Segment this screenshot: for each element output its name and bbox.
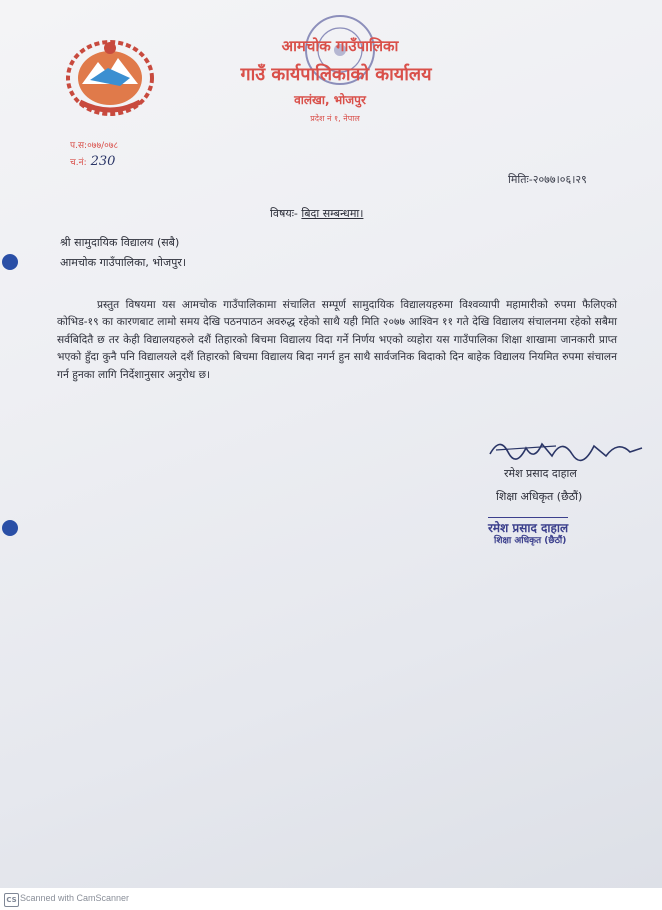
scanner-watermark-text: Scanned with CamScanner (20, 893, 130, 903)
recipient-line-1: श्री सामुदायिक विद्यालय (सबै) (60, 236, 180, 249)
letterhead-address: वालंखा, भोजपुर (294, 93, 366, 107)
letter-body-paragraph: प्रस्तुत विषयमा यस आमचोक गाउँपालिकामा संचालित सम्पूर्ण सामुदायिक विद्यालयहरुमा विश्वव्यापी महामारीको रुपमा फैलिएको कोभिड-१९ का कारणबाट लामो समय देखि पठनपाठन अवरुद्ध रहेको साथै यही मिति २०७७ आश्विन ११ गते देखि विद्यालय संचालनमा रहेको सबैमा सर्वबिदितै छ तर केही विद्यालयहरुले दशैं तिहारको बिचमा विद्यालय विदा गर्ने निर्णय भएको व्यहोरा यस गाउँपालिका शिक्षा शाखामा जानकारी प्राप्त भएको हुँदा कुनै पनि विद्यालयले दशैं तिहारको बिचमा विद्यालय बिदा नगर्न हुन साथै सार्वजनिक बिदाको दिन बाहेक विद्यालय नियमित रुपमा संचालन गर्न हुनका लागि निर्देशानुसार अनुरोध छ। (57, 299, 617, 381)
subject-text: बिदा सम्बन्धमा। (301, 207, 364, 220)
signatory-title: शिक्षा अधिकृत (छैठौं) (496, 490, 583, 503)
punch-hole-bottom (2, 520, 18, 536)
fiscal-year-reference: प.स:०७७/०७८ (70, 141, 119, 151)
punch-hole-top (2, 254, 18, 270)
letterhead-municipality-name: आमचोक गाउँपालिका (281, 37, 399, 55)
recipient-line-2: आमचोक गाउँपालिका, भोजपुर। (60, 256, 187, 269)
signatory-name: रमेश प्रसाद दाहाल (504, 467, 577, 480)
dispatch-number-label: च.नं: (70, 158, 87, 168)
letter-date: मितिः-२०७७।०६।२९ (508, 173, 587, 186)
dispatch-number-reference (70, 154, 115, 169)
name-stamp: रमेश प्रसाद दाहाल (488, 517, 568, 536)
dispatch-number-value: 230 (90, 154, 116, 169)
title-stamp: शिक्षा अधिकृत (छैठौं) (494, 536, 567, 546)
letterhead-province: प्रदेश नं १, नेपाल (310, 114, 360, 123)
subject-label: विषयः- (270, 207, 298, 220)
handwritten-signature (486, 432, 646, 468)
camscanner-logo-icon: CS (4, 893, 19, 907)
nepal-emblem-logo (60, 34, 160, 118)
letterhead-office-name: गाउँ कार्यपालिकाको कार्यालय (240, 64, 432, 85)
letter-subject (270, 206, 363, 221)
